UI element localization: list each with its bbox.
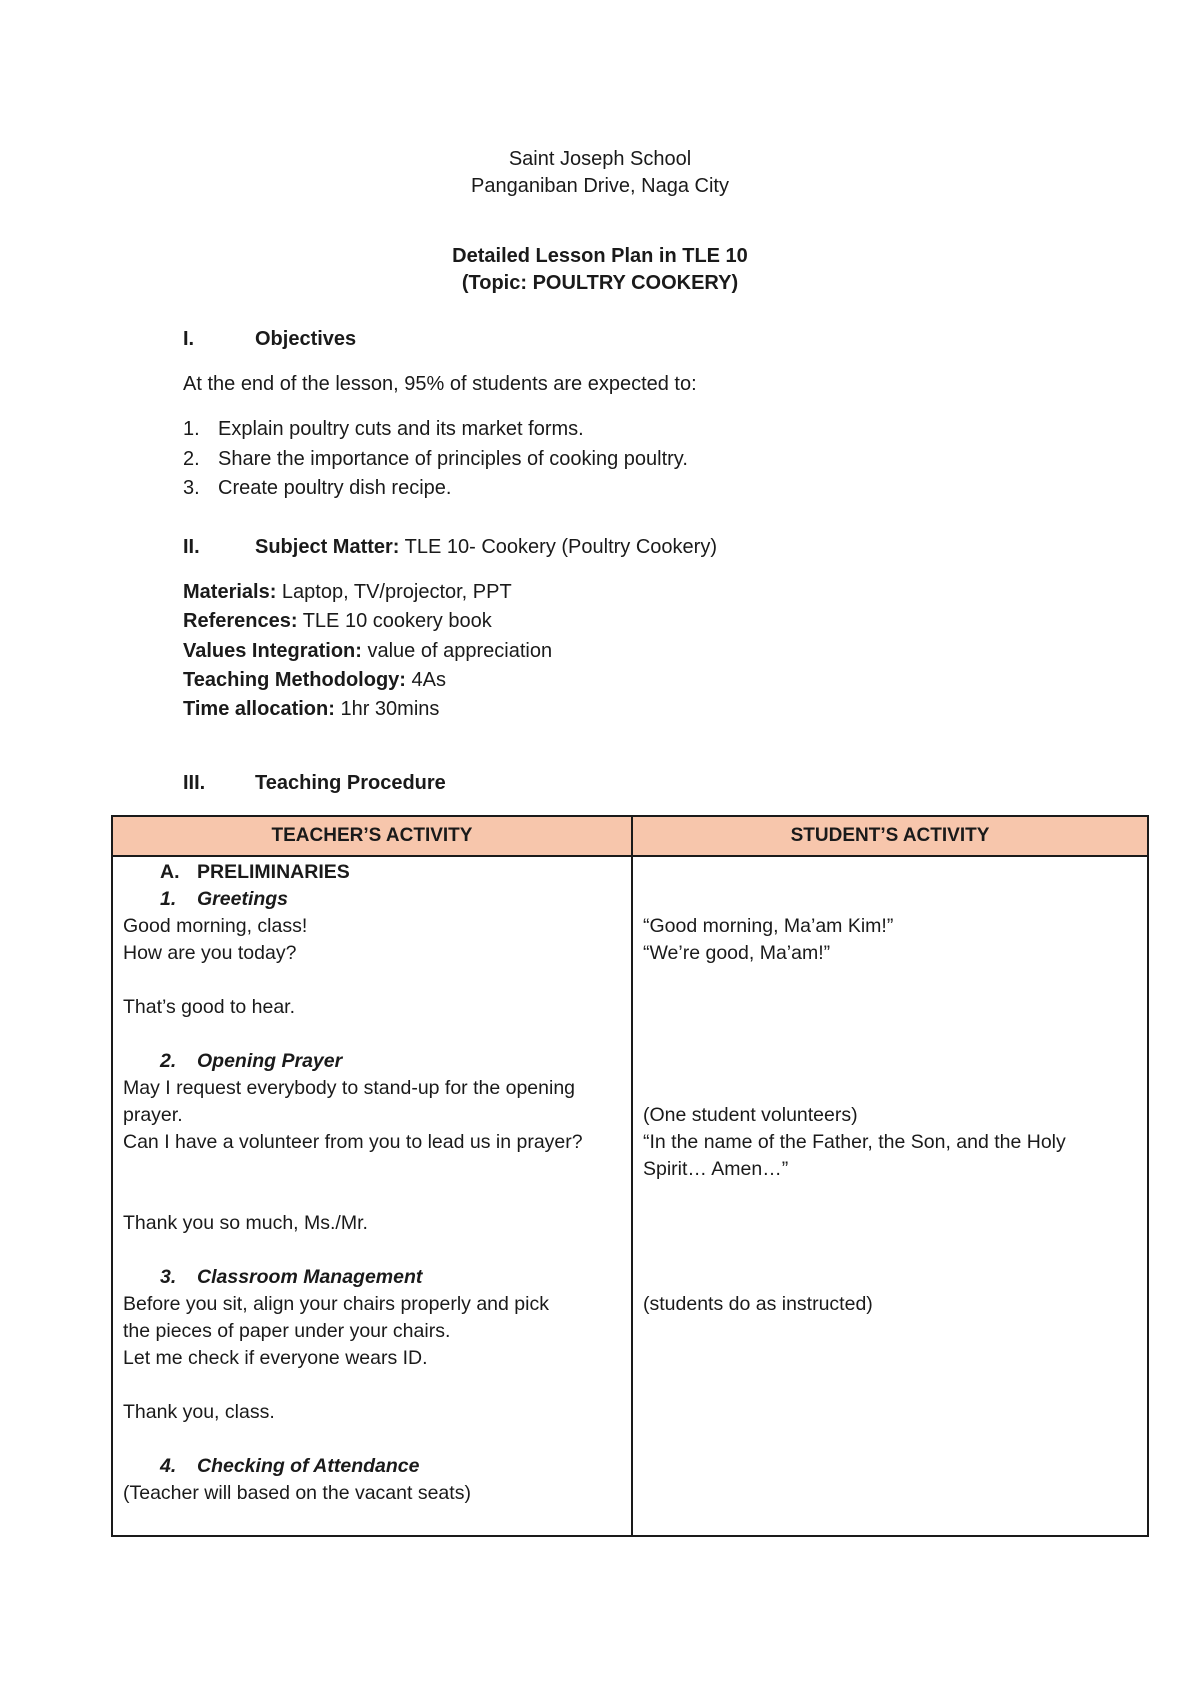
subsection-number: 2. [160,1050,177,1072]
objective-item: Share the importance of principles of cooking poultry. [218,448,688,470]
detail-label: Materials: [183,581,277,603]
table-row [112,856,1148,1536]
subsection-classroom-management: Classroom Management [197,1266,423,1288]
teacher-line: Before you sit, align your chairs properly and pick [123,1293,549,1315]
objective-item: Create poultry dish recipe. [218,477,452,499]
section-letter: A. [160,861,180,883]
student-line: (students do as instructed) [643,1293,873,1315]
teacher-line: How are you today? [123,942,297,964]
detail-references [183,607,492,635]
student-activity-cell [632,856,1148,1536]
student-line: Spirit… Amen…” [643,1158,789,1180]
plan-title: Detailed Lesson Plan in TLE 10 [452,245,748,267]
detail-value: Laptop, TV/projector, PPT [276,581,512,603]
teacher-line: the pieces of paper under your chairs. [123,1320,451,1342]
table-header-row [112,816,1148,856]
teacher-line: Good morning, class! [123,915,308,937]
subject-matter-value: TLE 10- Cookery (Poultry Cookery) [399,536,717,558]
section-preliminaries: PRELIMINARIES [197,861,350,883]
teacher-line: That’s good to hear. [123,996,296,1018]
section-numeral-procedure: III. [183,772,206,794]
subsection-opening-prayer: Opening Prayer [197,1050,343,1072]
procedure-table [111,815,1149,1537]
subject-matter-label: Subject Matter: [255,536,400,558]
detail-label: Time allocation: [183,698,335,720]
student-line: “We’re good, Ma’am!” [643,942,831,964]
teacher-line: Let me check if everyone wears ID. [123,1347,428,1369]
section-numeral-subject-matter: II. [183,536,200,558]
teacher-line: Thank you so much, Ms./Mr. [123,1212,368,1234]
teacher-activity-header: TEACHER’S ACTIVITY [112,816,632,856]
detail-label: References: [183,610,298,632]
detail-value: value of appreciation [361,640,553,662]
school-address: Panganiban Drive, Naga City [471,175,729,197]
detail-label: Values Integration: [183,640,362,662]
section-title-objectives: Objectives [255,328,357,350]
section-numeral-objectives: I. [183,328,195,350]
subsection-number: 1. [160,888,177,910]
student-line: “Good morning, Ma’am Kim!” [643,915,894,937]
detail-value: 4As [405,669,446,691]
section-title-procedure: Teaching Procedure [255,772,446,794]
objective-number: 3. [183,477,200,499]
teacher-activity-cell [112,856,632,1536]
school-name: Saint Joseph School [508,148,692,170]
objectives-intro: At the end of the lesson, 95% of students are expected to: [183,373,697,395]
objective-item: Explain poultry cuts and its market forms. [218,418,584,440]
objective-number: 1. [183,418,200,440]
teacher-line: May I request everybody to stand-up for the opening [123,1077,576,1099]
detail-value: 1hr 30mins [334,698,440,720]
detail-value: TLE 10 cookery book [297,610,492,632]
subject-matter-line [255,533,717,561]
subsection-greetings: Greetings [197,888,289,910]
subsection-checking-attendance: Checking of Attendance [197,1455,420,1477]
detail-values-integration [183,637,552,665]
teacher-line: (Teacher will based on the vacant seats) [123,1482,471,1504]
detail-label: Teaching Methodology: [183,669,406,691]
teacher-line: prayer. [123,1104,183,1126]
detail-time-allocation [183,695,439,723]
student-activity-header: STUDENT’S ACTIVITY [632,816,1148,856]
student-line: (One student volunteers) [643,1104,858,1126]
objective-number: 2. [183,448,200,470]
teacher-line: Can I have a volunteer from you to lead us in prayer? [123,1131,583,1153]
detail-teaching-methodology [183,666,446,694]
subsection-number: 3. [160,1266,177,1288]
teacher-line: Thank you, class. [123,1401,275,1423]
subsection-number: 4. [160,1455,177,1477]
detail-materials [183,578,512,606]
plan-topic: (Topic: POULTRY COOKERY) [461,272,739,294]
student-line: “In the name of the Father, the Son, and the Holy [643,1131,1066,1153]
